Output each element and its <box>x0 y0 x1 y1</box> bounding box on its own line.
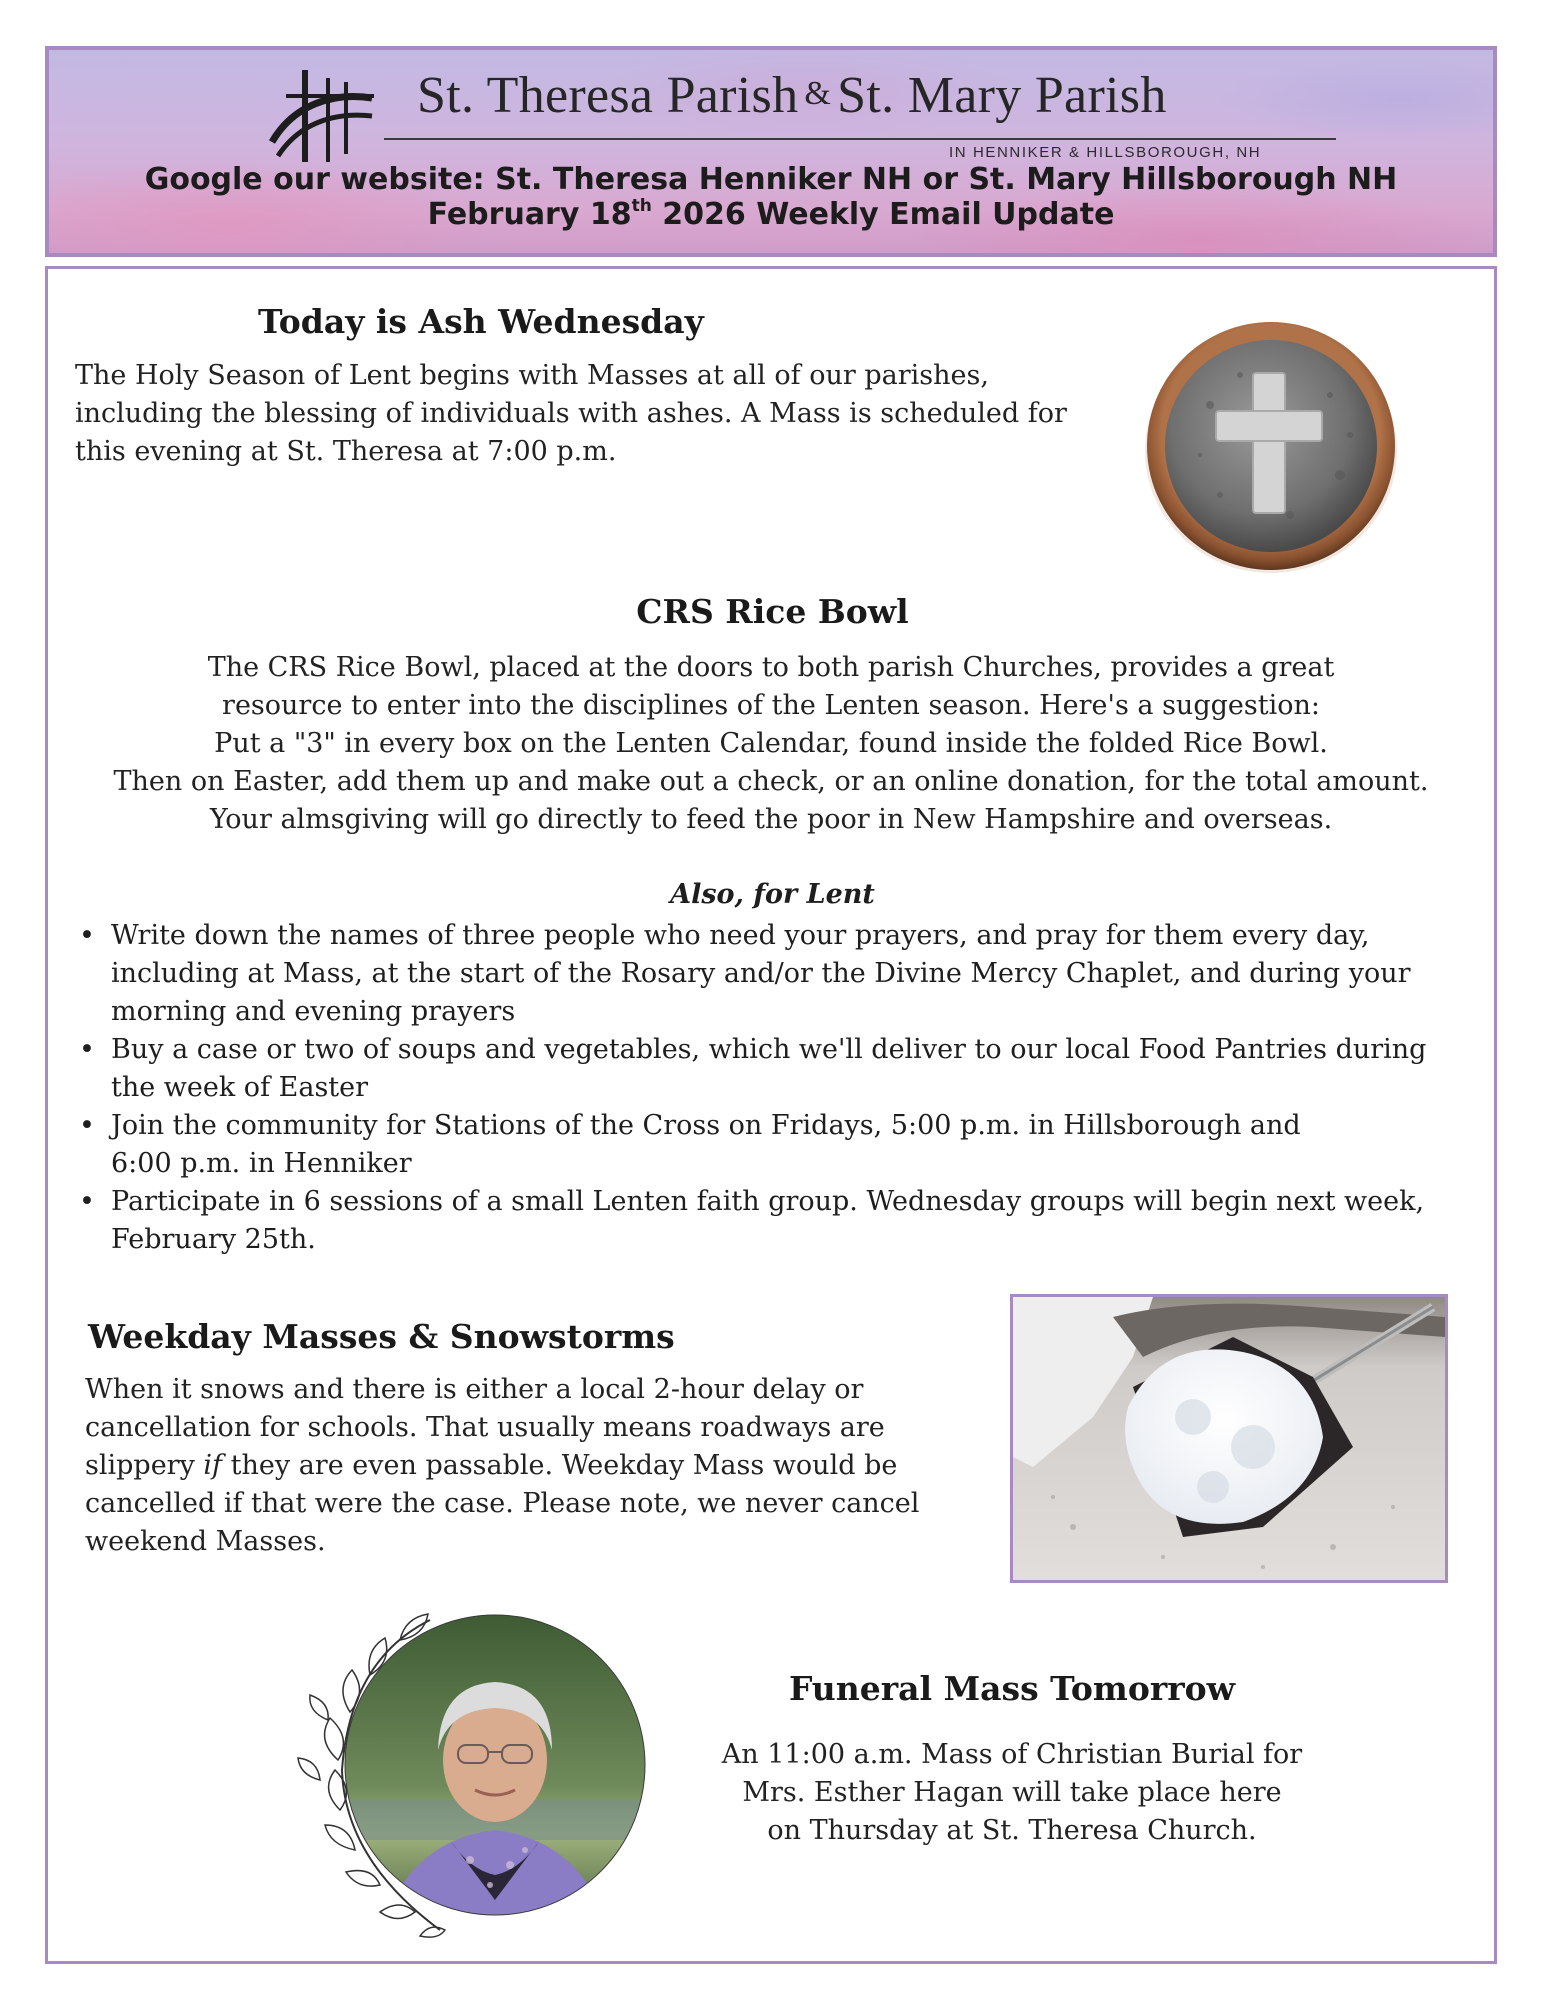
list-item: • Participate in 6 sessions of a small Lenten faith group. Wednesday groups will begin next week, February 25th. <box>75 1183 1475 1259</box>
bullet-icon: • <box>79 1186 95 1217</box>
ash-wednesday-title: Today is Ash Wednesday <box>258 302 704 341</box>
snowstorms-text: When it snows and there is either a local 2-hour delay or cancellation for schools. That usually means roadways are slippery if they are even passable. Weekday Mass would be cancelled if that were the case. Please note, we never cancel weekend Masses. <box>85 1374 920 1557</box>
bullet-icon: • <box>79 1110 95 1141</box>
crs-rice-bowl-text: The CRS Rice Bowl, placed at the doors to both parish Churches, provides a great resource to enter into the disciplines of the Lenten season. Here's a suggestion: Put a "3" in every box on the Lenten Calendar, found inside the folded Rice Bowl. Then on Easter, add them up and make out a check, or an online donation, for the total amount. Your almsgiving will go directly to feed the poor in New Hampshire and overseas. <box>113 652 1429 835</box>
logo-title: St. Theresa Parish & St. Mary Parish <box>417 67 1167 124</box>
crs-rice-bowl-title: CRS Rice Bowl <box>636 592 909 631</box>
ash-cross-bowl-image <box>1140 315 1402 577</box>
memorial-portrait-image <box>280 1600 660 1940</box>
parish-cross-logo-icon <box>264 64 374 164</box>
website-line: Google our website: St. Theresa Henniker NH or St. Mary Hillsborough NH <box>144 162 1398 197</box>
lent-bullet-list <box>75 917 1475 1259</box>
update-date-line: February 18th 2026 Weekly Email Update <box>427 196 1115 232</box>
funeral-title: Funeral Mass Tomorrow <box>788 1669 1236 1708</box>
ash-wednesday-text: The Holy Season of Lent begins with Masses at all of our parishes, including the blessing of individuals with ashes. A Mass is scheduled for this evening at St. Theresa at 7:00 p.m. <box>75 360 1067 467</box>
list-item: • Buy a case or two of soups and vegetables, which we'll deliver to our local Food Pantries during the week of Easter <box>75 1031 1475 1107</box>
logo-rule <box>384 138 1336 140</box>
funeral-text: An 11:00 a.m. Mass of Christian Burial for Mrs. Esther Hagan will take place here on Thursday at St. Theresa Church. <box>721 1739 1303 1846</box>
list-item: • Write down the names of three people who need your prayers, and pray for them every day, including at Mass, at the start of the Rosary and/or the Divine Mercy Chaplet, and during your morning and evening prayers <box>75 917 1475 1031</box>
header-banner <box>45 46 1497 257</box>
list-item: • Join the community for Stations of the Cross on Fridays, 5:00 p.m. in Hillsborough and 6:00 p.m. in Henniker <box>75 1107 1475 1183</box>
snow-shovel-image <box>1010 1294 1448 1583</box>
bullet-icon: • <box>79 920 95 951</box>
logo-subtitle: IN HENNIKER & HILLSBOROUGH, NH <box>949 144 1262 161</box>
snowstorms-title: Weekday Masses & Snowstorms <box>88 1317 675 1356</box>
lent-subheading: Also, for Lent <box>670 879 875 910</box>
bullet-icon: • <box>79 1034 95 1065</box>
